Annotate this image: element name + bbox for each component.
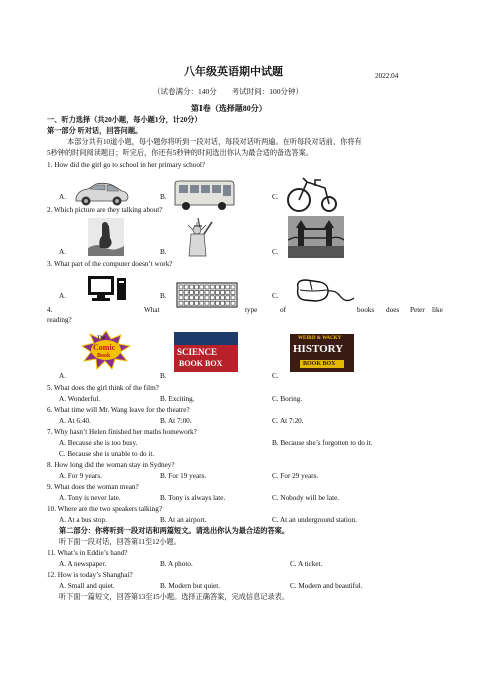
part1-instructions-line1: 本部分共有10道小题，每小题你将听到一段对话，每段对话听两遍。在听每段对话前，你将有 — [67, 138, 362, 146]
exam-title: 八年级英语期中试题 — [184, 66, 283, 78]
q9-option-a: A. Tony is never late. — [59, 494, 121, 502]
q4-word-4: of — [280, 306, 286, 314]
q5-option-b: B. Exciting. — [160, 395, 195, 403]
q12-option-b: B. Modern but quiet. — [160, 582, 221, 590]
q7-option-c: C. Because she is unable to do it. — [59, 450, 155, 458]
q2-option-b: B. — [160, 248, 167, 256]
q7-option-b: B. Because she’s forgotten to do it. — [272, 439, 373, 447]
q10-option-b: B. At an airport. — [160, 516, 207, 524]
q4-word-9: reading? — [47, 316, 72, 324]
q12-text: 12. How is today’s Shanghai? — [47, 571, 133, 579]
q5-option-c: C. Boring. — [272, 395, 303, 403]
history-book-word-1: WEIRD & WACKY — [298, 336, 342, 341]
q4-option-b: B. — [160, 372, 167, 380]
q4-word-8: like — [432, 306, 443, 314]
q8-option-c: C. For 29 years. — [272, 472, 319, 480]
q9-text: 9. What does the woman mean? — [47, 483, 139, 491]
exam-meta: （试卷满分：140分 考试时间：100分钟） — [153, 87, 303, 96]
q3-option-a: A. — [59, 292, 66, 300]
history-book-word-3: BOOK BOX — [303, 361, 336, 367]
q9-option-b: B. Tony is always late. — [160, 494, 226, 502]
q10-option-c: C. At an underground station. — [272, 516, 357, 524]
comic-book-word-2: Comic — [93, 343, 116, 352]
q11-option-b: B. A photo. — [160, 560, 193, 568]
comic-book-word-3: Book — [97, 353, 111, 359]
closing-instruction: 听下面一篇短文，回答第13至15小题。选择正确答案，完成信息记录表。 — [59, 593, 290, 601]
q5-option-a: A. Wonderful. — [59, 395, 101, 403]
mermaid-statue-image — [88, 218, 124, 256]
section-heading: 第Ⅰ卷（选择题80分） — [191, 104, 267, 113]
q6-option-c: C. At 7:20. — [272, 417, 304, 425]
q2-option-a: A. — [59, 248, 66, 256]
q10-option-a: A. At a bus stop. — [59, 516, 107, 524]
q4-word-6: does — [386, 306, 400, 314]
q12-option-a: A. Small and quiet. — [59, 582, 115, 590]
q4-option-c: C. — [272, 372, 279, 380]
monitor-image — [86, 274, 128, 306]
science-book-image — [174, 332, 238, 372]
q4-word-2: What — [144, 306, 160, 314]
q11-option-a: A. A newspaper. — [59, 560, 107, 568]
q4-word-1: 4. — [47, 306, 53, 314]
q11-text: 11. What’s in Eddie’s hand? — [47, 549, 128, 557]
part1-instructions-line2: 5秒钟的时间阅读题目；听完后，你还有5秒钟的时间选出你认为最合适的备选答案。 — [47, 149, 313, 157]
q3-option-c: C. — [272, 292, 279, 300]
q1-option-b: B. — [160, 193, 167, 201]
science-book-photo-strip — [174, 332, 238, 345]
q3-text: 3. What part of the computer doesn’t work? — [47, 260, 173, 268]
tower-bridge-image — [288, 216, 344, 258]
tricycle-image — [285, 174, 341, 214]
bus-image — [172, 178, 236, 212]
q4-word-3: type — [245, 306, 258, 314]
q11-option-c: C. A ticket. — [290, 560, 323, 568]
car-image — [72, 180, 130, 208]
q1-option-a: A. — [59, 193, 66, 201]
q6-text: 6. What time will Mr. Wang leave for the theatre? — [47, 406, 190, 414]
q2-text: 2. Which picture are they talking about? — [47, 206, 163, 214]
q12-option-c: C. Modern and beautiful. — [290, 582, 363, 590]
q8-option-b: B. For 19 years. — [160, 472, 207, 480]
history-book-word-2: HISTORY — [293, 343, 344, 355]
statue-of-liberty-image — [176, 216, 222, 258]
q4-option-a: A. — [59, 372, 66, 380]
q7-option-a: A. Because she is too busy. — [59, 439, 138, 447]
comic-book-word-1: The — [97, 336, 106, 341]
keyboard-image — [176, 282, 238, 308]
q4-word-5: books — [357, 306, 375, 314]
q7-text: 7. Why hasn’t Helen finished her maths homework? — [47, 428, 197, 436]
q9-option-c: C. Nobody will be late. — [272, 494, 340, 502]
q8-text: 8. How long did the woman stay in Sydney? — [47, 461, 175, 469]
q6-option-a: A. At 6:40. — [59, 417, 91, 425]
part1-heading: 一、听力选择（共20小题，每小题1分，计20分） — [47, 116, 202, 124]
q5-text: 5. What does the girl think of the film? — [47, 384, 159, 392]
mouse-image — [290, 276, 356, 306]
q3-option-b: B. — [160, 292, 167, 300]
science-book-word-2: BOOK BOX — [179, 359, 223, 368]
q1-text: 1. How did the girl go to school in her primary school? — [47, 161, 206, 169]
part1-subheading: 第一部分 听对话，回答问题。 — [47, 127, 143, 135]
q6-option-b: B. At 7:00. — [160, 417, 192, 425]
q10-text: 10. Where are the two speakers talking? — [47, 505, 163, 513]
comic-book-image — [80, 330, 132, 370]
q8-option-a: A. For 9 years. — [59, 472, 102, 480]
q4-word-7: Peter — [410, 306, 425, 314]
q2-option-c: C. — [272, 248, 279, 256]
part2-heading: 第二部分：你将听到一段对话和两篇短文。请选出你认为最合适的答案。 — [59, 527, 290, 535]
part2-intro: 听下面一段对话，回答第11至12小题。 — [59, 538, 181, 546]
q1-option-c: C. — [272, 193, 279, 201]
science-book-word-1: SCIENCE — [177, 347, 218, 357]
history-book-image — [290, 334, 354, 372]
exam-date: 2022.04 — [375, 72, 399, 80]
